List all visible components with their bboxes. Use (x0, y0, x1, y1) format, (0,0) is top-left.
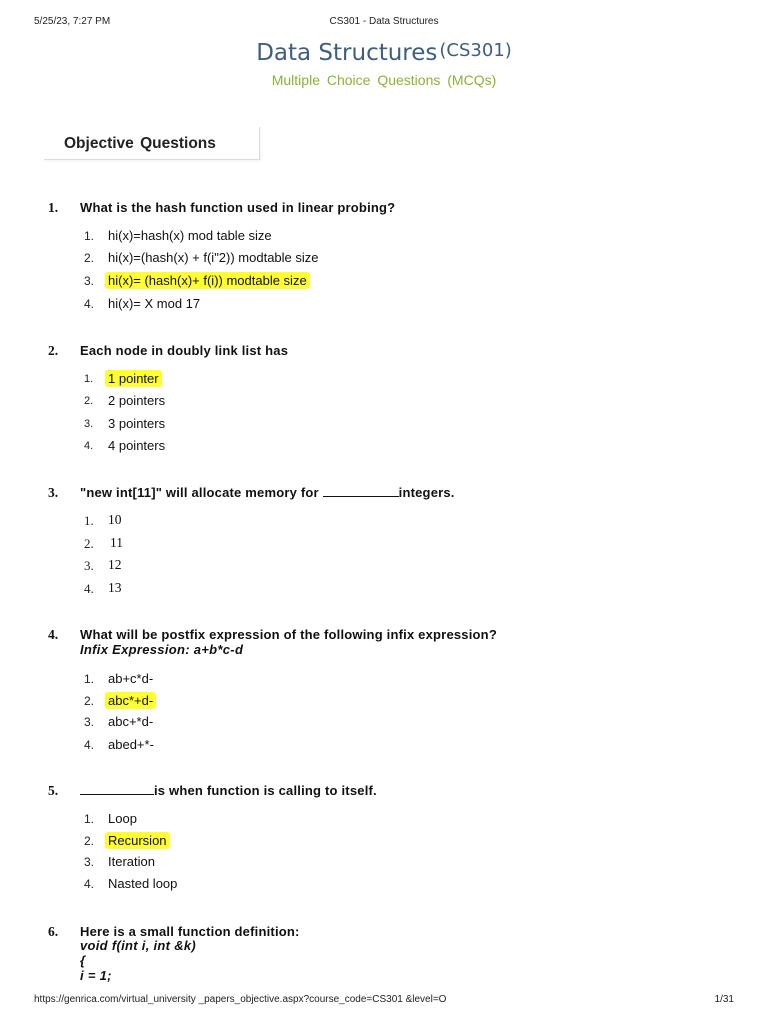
document-title (0, 40, 768, 66)
option-text: 12 (108, 557, 122, 572)
answer-highlight: Recursion (105, 832, 170, 849)
option-text: hi(x)=(hash(x) + f(i"2)) modtable size (108, 250, 319, 265)
option-number: 3. (84, 855, 95, 869)
section-header-box (44, 127, 260, 160)
option-number: 1. (84, 812, 95, 826)
question-text-before-blank: "new int[11]" will allocate memory for (80, 485, 319, 500)
option-number: 4. (84, 581, 94, 596)
option-number: 3. (84, 558, 94, 573)
option-number: 3. (84, 715, 95, 729)
question-number: 2. (48, 343, 59, 358)
question-number: 1. (48, 200, 59, 215)
question-number: 3. (48, 485, 59, 500)
option-number: 3. (84, 274, 95, 288)
question-text: Each node in doubly link list has (80, 343, 289, 358)
question-subtext: Infix Expression: a+b*c-d (80, 642, 244, 657)
option-text-correct-answer (108, 833, 170, 848)
question-number: 4. (48, 627, 59, 642)
print-footer (34, 994, 734, 1008)
print-header (34, 16, 734, 30)
option-number: 1. (84, 373, 94, 385)
option-text: hi(x)=hash(x) mod table size (108, 228, 272, 243)
option-text: 11 (110, 535, 123, 550)
question-number: 6. (48, 924, 59, 939)
print-url: https://genrica.com/virtual_university _papers_objective.aspx?course_code=CS301 &level=O (34, 994, 447, 1005)
option-text: Iteration (108, 854, 155, 869)
option-number: 2. (84, 834, 95, 848)
question-text (80, 783, 377, 798)
question-number: 5. (48, 783, 59, 798)
question-text (80, 485, 455, 500)
option-text: 4 pointers (108, 438, 166, 453)
code-line: { (80, 953, 86, 968)
option-text: Loop (108, 811, 137, 826)
title-main: Data Structures (256, 40, 438, 66)
option-number: 4. (84, 297, 95, 311)
answer-blank (80, 783, 154, 795)
title-course-code: (CS301) (439, 40, 512, 61)
print-datetime: 5/25/23, 7:27 PM (34, 16, 111, 27)
option-number: 4. (84, 877, 95, 891)
option-number: 1. (84, 229, 95, 243)
option-text: 13 (108, 580, 122, 595)
option-text: 2 pointers (108, 393, 166, 408)
option-text-correct-answer (108, 693, 156, 708)
answer-highlight: hi(x)= (hash(x)+ f(i)) modtable size (105, 272, 310, 289)
question-text-after-blank: integers. (398, 485, 455, 500)
print-page-title: CS301 - Data Structures (329, 16, 439, 27)
option-text-correct-answer (108, 273, 310, 288)
option-number: 2. (84, 694, 95, 708)
code-line: i = 1; (80, 968, 112, 983)
option-text: hi(x)= X mod 17 (108, 296, 201, 311)
question-text: Here is a small function definition: (80, 924, 300, 939)
option-number: 2. (84, 395, 94, 407)
option-text: ab+c*d- (108, 671, 154, 686)
option-number: 4. (84, 738, 95, 752)
code-line: void f(int i, int &k) (80, 938, 197, 953)
option-text: Nasted loop (108, 876, 178, 891)
option-number: 2. (84, 251, 95, 265)
option-text: abc+*d- (108, 714, 154, 729)
option-text: 10 (108, 512, 122, 527)
option-number: 3. (84, 418, 94, 430)
option-text: 3 pointers (108, 416, 166, 431)
section-title: Objective Questions (64, 135, 216, 152)
answer-highlight: abc*+d- (105, 692, 156, 709)
option-number: 2. (84, 536, 94, 551)
option-text-correct-answer (108, 371, 162, 386)
option-number: 1. (84, 513, 94, 528)
option-number: 4. (84, 440, 94, 452)
option-text: abed+*- (108, 737, 154, 752)
question-text: What is the hash function used in linear probing? (80, 200, 396, 215)
option-number: 1. (84, 672, 95, 686)
print-page-number: 1/31 (714, 994, 734, 1005)
question-text: What will be postfix expression of the following infix expression? (80, 627, 497, 642)
question-text-after-blank: is when function is calling to itself. (154, 783, 377, 798)
answer-highlight: 1 pointer (105, 370, 162, 387)
document-subtitle: Multiple Choice Questions (MCQs) (271, 72, 497, 88)
answer-blank (323, 485, 399, 497)
